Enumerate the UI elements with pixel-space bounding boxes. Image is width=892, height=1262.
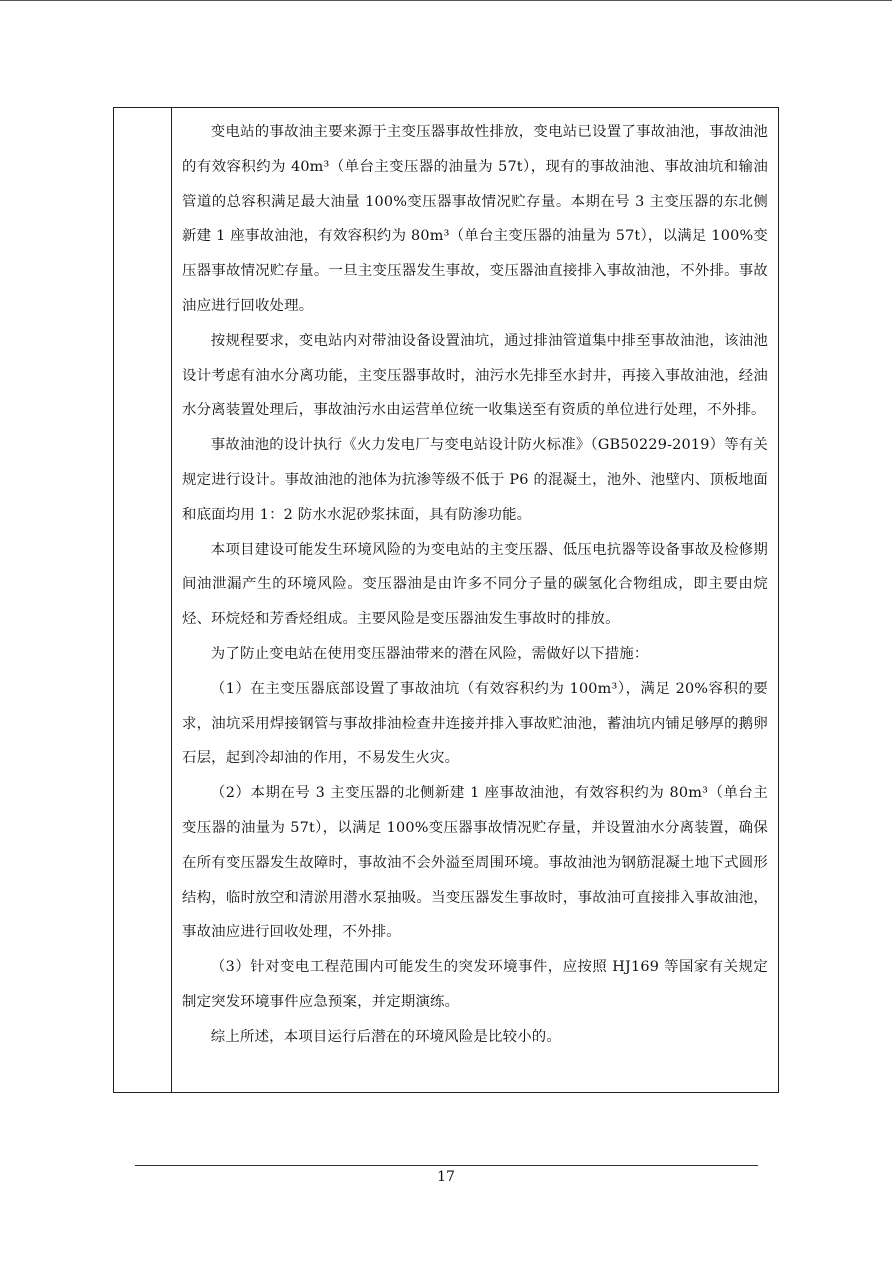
footer-divider [135, 1165, 758, 1166]
table-content-cell [172, 108, 778, 1092]
paragraph-oil-source: 变电站的事故油主要来源于主变压器事故性排放，变电站已设置了事故油池，事故油池的有效容积约为 40m³（单台主变压器的油量为 57t），现有的事故油池、事故油坑和输油管道的总容积满足最大油量 100%变压器事故情况贮存量。本期在号 3 主变压器的东北侧新建 1 座事故油池，有效容积约为 80m³（单台主变压器的油量为 57t），以满足 100%变压器事故情况贮存量。一旦主变压器发生事故，变压器油直接排入事故油池，不外排。事故油应进行回收处理。 [182, 124, 768, 314]
paragraph-environmental-risk: 本项目建设可能发生环境风险的为变电站的主变压器、低压电抗器等设备事故及检修期间油泄漏产生的环境风险。变压器油是由许多不同分子量的碳氢化合物组成，即主要由烷烃、环烷烃和芳香烃组成。主要风险是变压器油发生事故时的排放。 [182, 541, 768, 628]
paragraph-measures-intro: 为了防止变电站在使用变压器油带来的潜在风险，需做好以下措施： [210, 645, 649, 662]
page-number: 17 [437, 1169, 455, 1185]
table-label-column [114, 108, 172, 1092]
paragraph-measure-3: （3）针对变电工程范围内可能发生的突发环境事件，应按照 HJ169 等国家有关规定制定突发环境事件应急预案，并定期演练。 [182, 959, 768, 1010]
content-table [113, 107, 779, 1093]
paragraph-conclusion: 综上所述，本项目运行后潜在的环境风险是比较小的。 [210, 1028, 561, 1045]
paragraph-measure-1: （1）在主变压器底部设置了事故油坑（有效容积约为 100m³），满足 20%容积的要求，油坑采用焊接钢管与事故排油检查井连接并排入事故贮油池，蓄油坑内铺足够厚的鹅卵石层，起到冷却油的作用，不易发生火灾。 [182, 680, 768, 767]
paragraph-design-standard: 事故油池的设计执行《火力发电厂与变电站设计防火标准》（GB50229-2019）等有关规定进行设计。事故油池的池体为抗渗等级不低于 P6 的混凝土，池外、池壁内、顶板地面和底面均用 1：2 防水水泥砂浆抹面，具有防渗功能。 [182, 437, 768, 523]
paragraph-measure-2: （2）本期在号 3 主变压器的北侧新建 1 座事故油池，有效容积约为 80m³（单台主变压器的油量为 57t），以满足 100%变压器事故情况贮存量，并设置油水分离装置，确保在所有变压器发生故障时，事故油不会外溢至周围环境。事故油池为钢筋混凝土地下式圆形结构，临时放空和清淤用潜水泵抽吸。当变压器发生事故时，事故油可直接排入事故油池，事故油应进行回收处理，不外排。 [182, 785, 768, 941]
page-top-border [0, 0, 892, 1]
paragraph-oil-pit-requirements: 按规程要求，变电站内对带油设备设置油坑，通过排油管道集中排至事故油池，该油池设计考虑有油水分离功能，主变压器事故时，油污水先排至水封井，再接入事故油池，经油水分离装置处理后，事故油污水由运营单位统一收集送至有资质的单位进行处理，不外排。 [182, 332, 768, 419]
